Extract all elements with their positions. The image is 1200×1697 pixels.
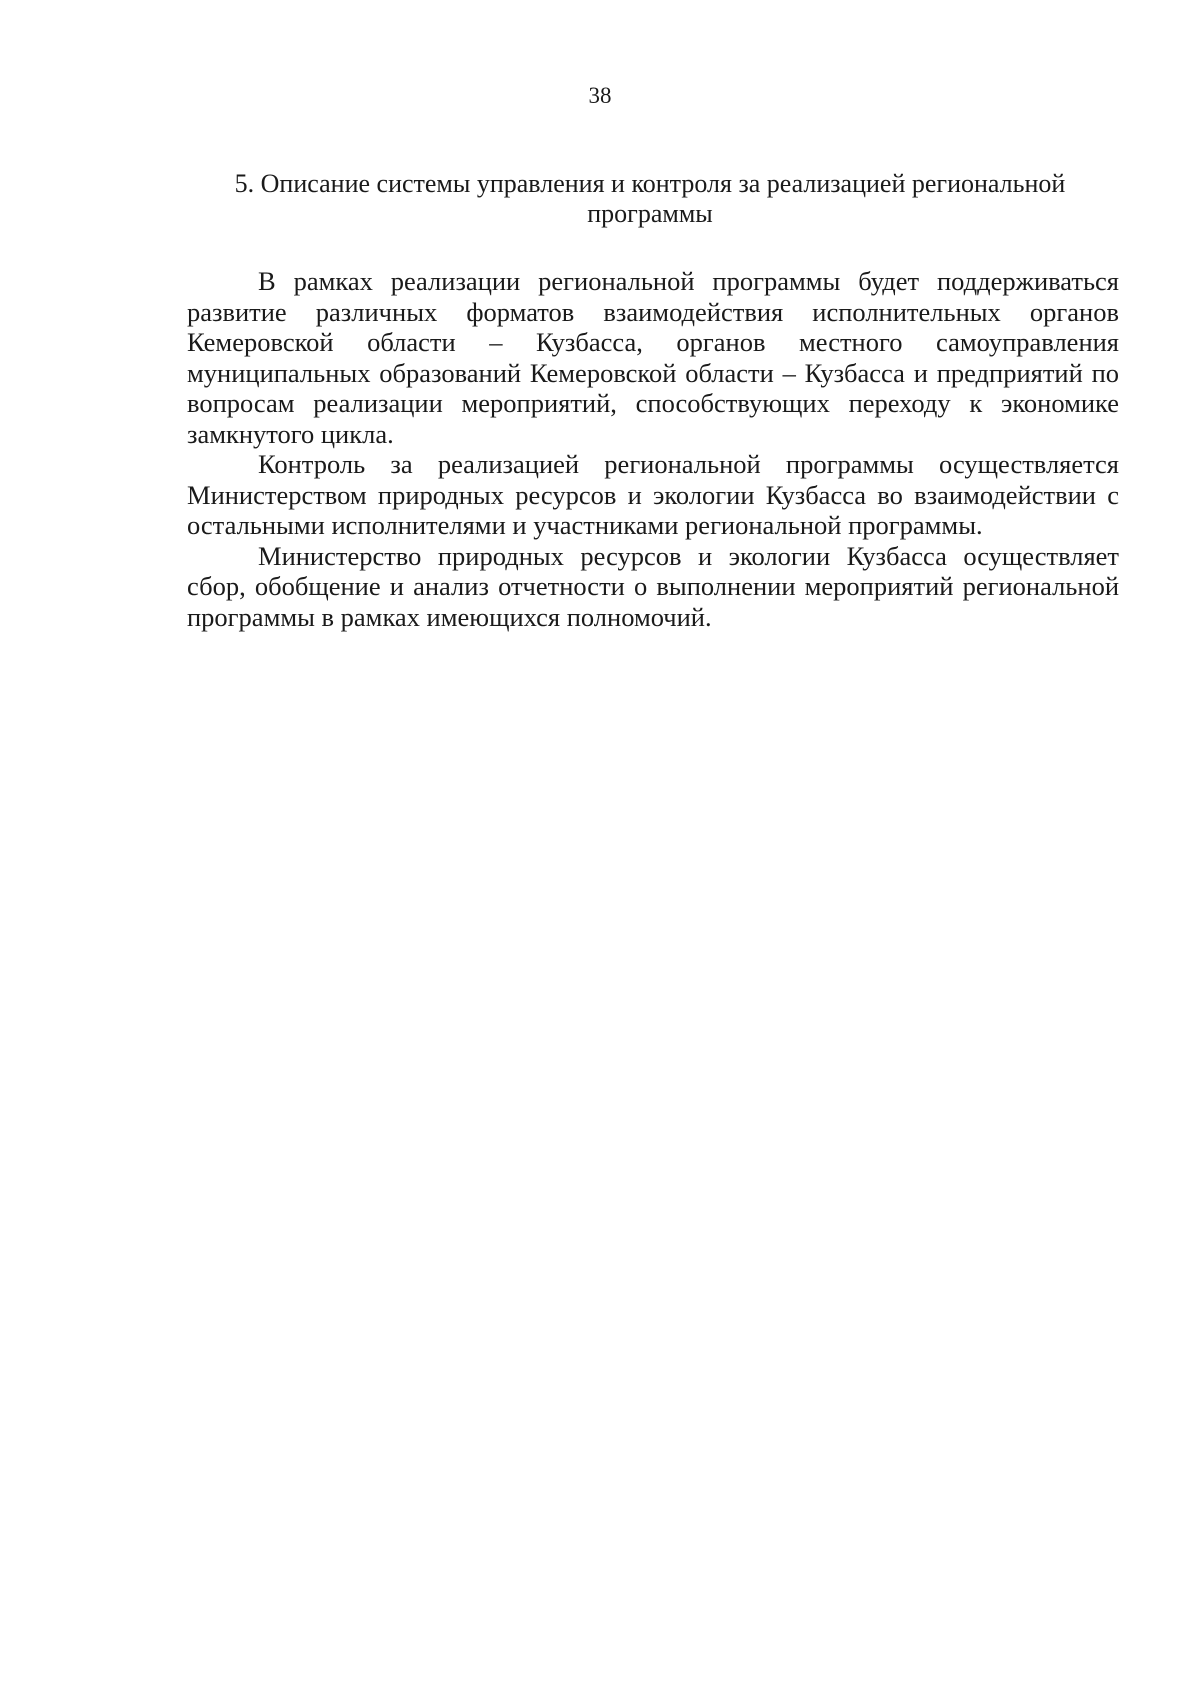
paragraph: В рамках реализации региональной программы будет поддерживаться развитие различных форматов взаимодействия исполнительных органов Кемеровской области – Кузбасса, органов местного самоуправления муниципальных образований Кемеровской области – Кузбасса и предприятий по вопросам реализации мероприятий, способствующих переходу к экономике замкнутого цикла. (187, 266, 1119, 449)
section-heading: 5. Описание системы управления и контроля за реализацией региональной программы (234, 169, 1066, 228)
paragraph: Контроль за реализацией региональной программы осуществляется Министерством природных ресурсов и экологии Кузбасса во взаимодействии с остальными исполнителями и участниками региональной программы. (187, 449, 1119, 540)
paragraph: Министерство природных ресурсов и экологии Кузбасса осуществляет сбор, обобщение и анализ отчетности о выполнении мероприятий региональной программы в рамках имеющихся полномочий. (187, 540, 1119, 632)
section-body (187, 266, 1119, 632)
page-number: 38 (588, 83, 612, 108)
